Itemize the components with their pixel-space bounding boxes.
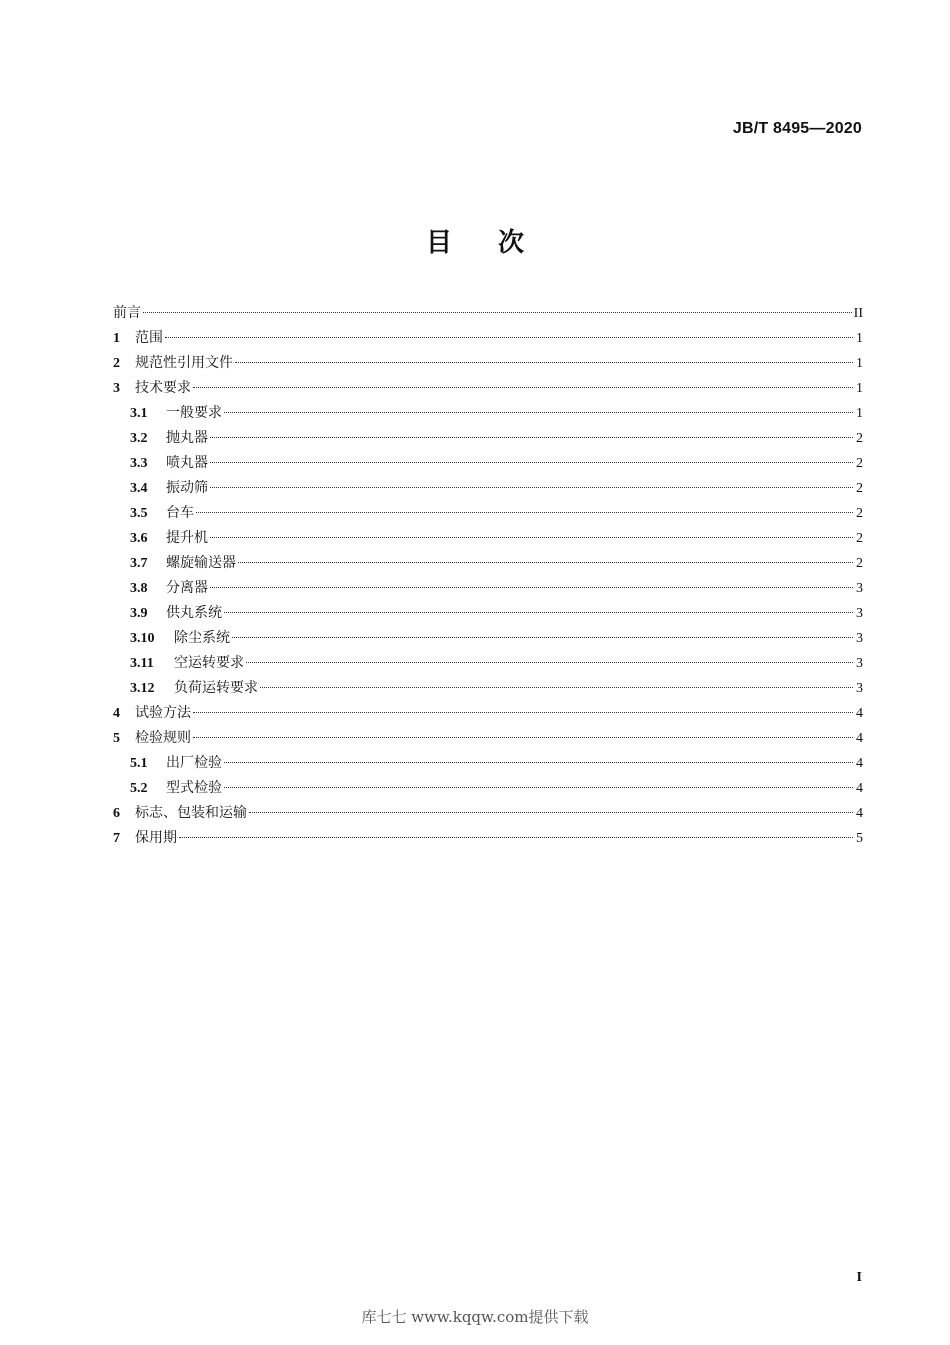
- toc-entry-page: 4: [856, 731, 863, 746]
- footer-watermark: 库七七 www.kqqw.com提供下载: [361, 1308, 589, 1326]
- toc-entry-label: 一般要求: [166, 405, 222, 421]
- toc-entry-page: II: [853, 306, 863, 321]
- toc-entry-number: 5.1: [130, 756, 148, 771]
- toc-entry[interactable]: [113, 351, 863, 376]
- toc-entry[interactable]: [113, 451, 863, 476]
- toc-dot-leader: [249, 812, 853, 813]
- toc-entry-label: 空运转要求: [174, 655, 244, 671]
- toc-entry-page: 2: [856, 481, 863, 496]
- toc-dot-leader: [232, 637, 853, 638]
- toc-entry-page: 3: [856, 606, 863, 621]
- toc-entry-number: 3.9: [130, 606, 148, 621]
- toc-entry-number: 2: [113, 356, 120, 371]
- toc-entry-page: 4: [856, 706, 863, 721]
- toc-entry-number: 3.8: [130, 581, 148, 596]
- toc-entry-number: 3.3: [130, 456, 148, 471]
- toc-entry-label: 型式检验: [166, 780, 222, 796]
- toc-entry-number: 6: [113, 806, 120, 821]
- toc-entry-page: 3: [856, 656, 863, 671]
- toc-entry[interactable]: [113, 726, 863, 751]
- toc-entry-label: 范围: [135, 330, 163, 346]
- toc-entry-page: 2: [856, 431, 863, 446]
- toc-dot-leader: [238, 562, 853, 563]
- toc-entry-label: 前言: [113, 305, 141, 321]
- toc-entry-page: 2: [856, 556, 863, 571]
- toc-entry-number: 3.6: [130, 531, 148, 546]
- toc-dot-leader: [193, 712, 853, 713]
- toc-entry-number: 3.11: [130, 656, 154, 671]
- toc-entry[interactable]: [113, 476, 863, 501]
- toc-entry-label: 试验方法: [135, 705, 191, 721]
- toc-entry[interactable]: [113, 801, 863, 826]
- toc-entry-page: 1: [856, 381, 863, 396]
- toc-entry-label: 标志、包装和运输: [135, 805, 247, 821]
- toc-dot-leader: [224, 612, 853, 613]
- toc-dot-leader: [246, 662, 853, 663]
- toc-dot-leader: [260, 687, 853, 688]
- toc-entry-number: 3.7: [130, 556, 148, 571]
- toc-entry[interactable]: [113, 526, 863, 551]
- toc-entry-label: 除尘系统: [174, 630, 230, 646]
- toc-entry[interactable]: [113, 776, 863, 801]
- toc-entry-label: 技术要求: [135, 380, 191, 396]
- toc-entry-label: 抛丸器: [166, 430, 208, 446]
- toc-entry-page: 3: [856, 681, 863, 696]
- toc-entry-label: 出厂检验: [166, 755, 222, 771]
- standard-code: JB/T 8495—2020: [732, 120, 862, 137]
- toc-dot-leader: [210, 487, 853, 488]
- toc-entry-page: 4: [856, 806, 863, 821]
- toc-entry[interactable]: [113, 626, 863, 651]
- toc-entry-page: 1: [856, 356, 863, 371]
- toc-entry[interactable]: [113, 301, 863, 326]
- toc-entry-page: 5: [856, 831, 863, 846]
- toc-entry[interactable]: [113, 576, 863, 601]
- toc-entry[interactable]: [113, 676, 863, 701]
- toc-entry-page: 3: [856, 631, 863, 646]
- table-of-contents: [113, 301, 863, 851]
- toc-dot-leader: [224, 412, 853, 413]
- toc-entry-page: 4: [856, 781, 863, 796]
- toc-entry-label: 分离器: [166, 580, 208, 596]
- toc-dot-leader: [196, 512, 853, 513]
- toc-entry[interactable]: [113, 601, 863, 626]
- toc-entry-number: 1: [113, 331, 120, 346]
- toc-entry-page: 2: [856, 531, 863, 546]
- toc-entry-number: 3.4: [130, 481, 148, 496]
- toc-dot-leader: [224, 787, 853, 788]
- toc-entry[interactable]: [113, 401, 863, 426]
- toc-entry-page: 2: [856, 506, 863, 521]
- toc-entry-number: 3.12: [130, 681, 155, 696]
- toc-dot-leader: [210, 437, 853, 438]
- toc-entry-page: 3: [856, 581, 863, 596]
- toc-entry-page: 1: [856, 406, 863, 421]
- toc-dot-leader: [210, 462, 853, 463]
- toc-entry-label: 保用期: [135, 830, 177, 846]
- page-folio: I: [856, 1270, 862, 1285]
- toc-entry-label: 检验规则: [135, 730, 191, 746]
- toc-dot-leader: [193, 387, 853, 388]
- toc-entry[interactable]: [113, 326, 863, 351]
- toc-entry[interactable]: [113, 551, 863, 576]
- toc-entry[interactable]: [113, 501, 863, 526]
- toc-dot-leader: [235, 362, 853, 363]
- toc-entry-page: 2: [856, 456, 863, 471]
- toc-entry-number: 4: [113, 706, 120, 721]
- toc-dot-leader: [179, 837, 853, 838]
- toc-entry[interactable]: [113, 426, 863, 451]
- toc-dot-leader: [210, 537, 853, 538]
- toc-entry-page: 4: [856, 756, 863, 771]
- toc-dot-leader: [210, 587, 853, 588]
- toc-entry-number: 5.2: [130, 781, 148, 796]
- toc-dot-leader: [193, 737, 853, 738]
- toc-entry-number: 3.5: [130, 506, 148, 521]
- page-title: 目次: [425, 228, 570, 258]
- toc-entry[interactable]: [113, 701, 863, 726]
- toc-entry-label: 供丸系统: [166, 605, 222, 621]
- toc-entry-number: 3.10: [130, 631, 155, 646]
- toc-entry-label: 负荷运转要求: [174, 680, 258, 696]
- toc-dot-leader: [143, 312, 852, 313]
- toc-entry-label: 规范性引用文件: [135, 355, 233, 371]
- toc-entry[interactable]: [113, 376, 863, 401]
- toc-entry-number: 3.1: [130, 406, 148, 421]
- toc-entry-number: 5: [113, 731, 120, 746]
- toc-entry-number: 7: [113, 831, 120, 846]
- toc-entry-page: 1: [856, 331, 863, 346]
- toc-entry-label: 喷丸器: [166, 455, 208, 471]
- toc-entry[interactable]: [113, 826, 863, 851]
- toc-entry-label: 螺旋输送器: [166, 555, 236, 571]
- toc-entry-label: 提升机: [166, 530, 208, 546]
- toc-entry-label: 台车: [166, 505, 194, 521]
- toc-entry[interactable]: [113, 751, 863, 776]
- toc-entry-number: 3: [113, 381, 120, 396]
- toc-entry[interactable]: [113, 651, 863, 676]
- toc-dot-leader: [224, 762, 853, 763]
- toc-dot-leader: [165, 337, 853, 338]
- toc-entry-number: 3.2: [130, 431, 148, 446]
- toc-entry-label: 振动筛: [166, 480, 208, 496]
